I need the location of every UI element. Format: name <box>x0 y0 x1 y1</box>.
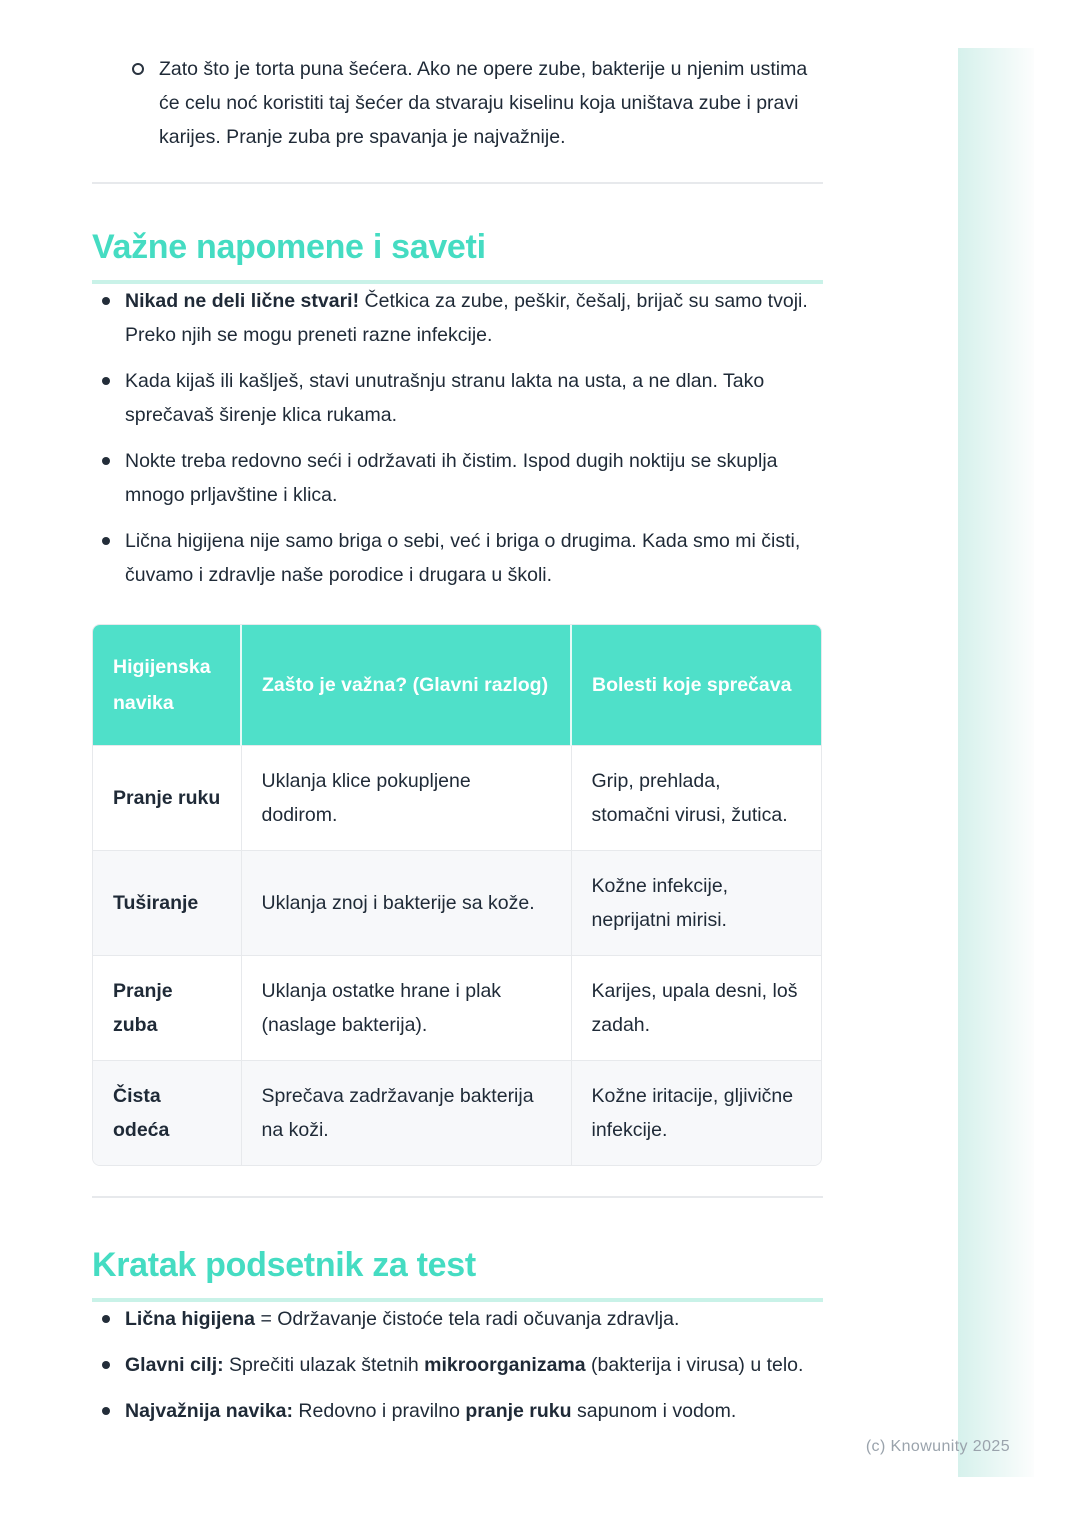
list-item <box>92 364 823 432</box>
copyright-note: (c) Knowunity 2025 <box>865 1438 1010 1455</box>
bold-text: pranje ruku <box>465 1400 572 1422</box>
hygiene-table <box>92 624 822 1166</box>
text: Četkica za zube, peškir, češalj, brijač su samo tvoji. Preko njih se mogu preneti razne infekcije. <box>125 290 808 346</box>
col-header-diseases: Bolesti koje sprečava <box>571 625 822 746</box>
cell-reason: Uklanja klice pokupljene dodirom. <box>241 746 571 851</box>
section-title-notes: Važne napomene i saveti <box>92 228 486 266</box>
list-item <box>92 284 823 352</box>
col-header-reason: Zašto je važna? (Glavni razlog) <box>241 625 571 746</box>
text: sapunom i vodom. <box>571 1400 737 1422</box>
col-header-habit: Higijenska navika <box>93 625 241 746</box>
cell-habit: Pranje ruku <box>93 746 241 851</box>
table-row <box>93 1061 822 1166</box>
cell-diseases: Grip, prehlada, stomačni virusi, žutica. <box>571 746 822 851</box>
list-item <box>92 1348 823 1382</box>
cell-diseases: Kožne infekcije, neprijatni mirisi. <box>571 851 822 956</box>
table-row <box>93 851 822 956</box>
bold-text: Nikad ne deli lične stvari! <box>125 290 360 312</box>
bold-text: Glavni cilj: <box>125 1354 224 1376</box>
circle-bullet-marker <box>132 63 144 75</box>
text: Kada kijaš ili kašlješ, stavi unutrašnju stranu lakta na usta, a ne dlan. Tako sprečavaš širenje klica rukama. <box>125 370 765 426</box>
bold-text: mikroorganizama <box>424 1354 586 1376</box>
table-header-row <box>93 625 822 746</box>
text: Nokte treba redovno seći i održavati ih čistim. Ispod dugih noktiju se skuplja mnogo prljavštine i klica. <box>125 450 778 506</box>
table-row <box>93 956 822 1061</box>
text: Sprečiti ulazak štetnih <box>223 1354 425 1376</box>
section-title-recap: Kratak podsetnik za test <box>92 1246 476 1284</box>
section-divider <box>92 1196 823 1198</box>
intro-sub-bullet <box>92 52 823 154</box>
cell-reason: Sprečava zadržavanje bakterija na koži. <box>241 1061 571 1166</box>
notes-bullet-list <box>92 284 823 592</box>
recap-bullet-list <box>92 1302 823 1428</box>
cell-habit: Pranje zuba <box>93 956 241 1061</box>
hygiene-table-body <box>93 746 822 1166</box>
list-item <box>92 524 823 592</box>
cell-reason: Uklanja znoj i bakterije sa kože. <box>241 851 571 956</box>
text: Lična higijena nije samo briga o sebi, već i briga o drugima. Kada smo mi čisti, čuvamo i zdravlje naše porodice i drugara u školi. <box>125 530 801 586</box>
text: Redovno i pravilno <box>293 1400 466 1422</box>
right-accent-strip <box>958 48 1034 1477</box>
bold-text: Lična higijena <box>125 1308 256 1330</box>
table-row <box>93 746 822 851</box>
list-item <box>92 1394 823 1428</box>
list-item <box>92 1302 823 1336</box>
intro-text: Zato što je torta puna šećera. Ako ne opere zube, bakterije u njenim ustima će celu noć koristiti taj šećer da stvaraju kiselinu koja uništava zube i pravi karijes. Pranje zuba pre spavanja je najvažnije. <box>159 58 808 148</box>
list-item <box>92 444 823 512</box>
text: (bakterija i virusa) u telo. <box>585 1354 804 1376</box>
bold-text: Najvažnija navika: <box>125 1400 293 1422</box>
cell-habit: Čista odeća <box>93 1061 241 1166</box>
cell-reason: Uklanja ostatke hrane i plak (naslage bakterija). <box>241 956 571 1061</box>
section-divider <box>92 182 823 184</box>
cell-diseases: Kožne iritacije, gljivične infekcije. <box>571 1061 822 1166</box>
cell-diseases: Karijes, upala desni, loš zadah. <box>571 956 822 1061</box>
document-content <box>92 0 823 1440</box>
text: = Održavanje čistoće tela radi očuvanja zdravlja. <box>255 1308 680 1330</box>
cell-habit: Tuširanje <box>93 851 241 956</box>
